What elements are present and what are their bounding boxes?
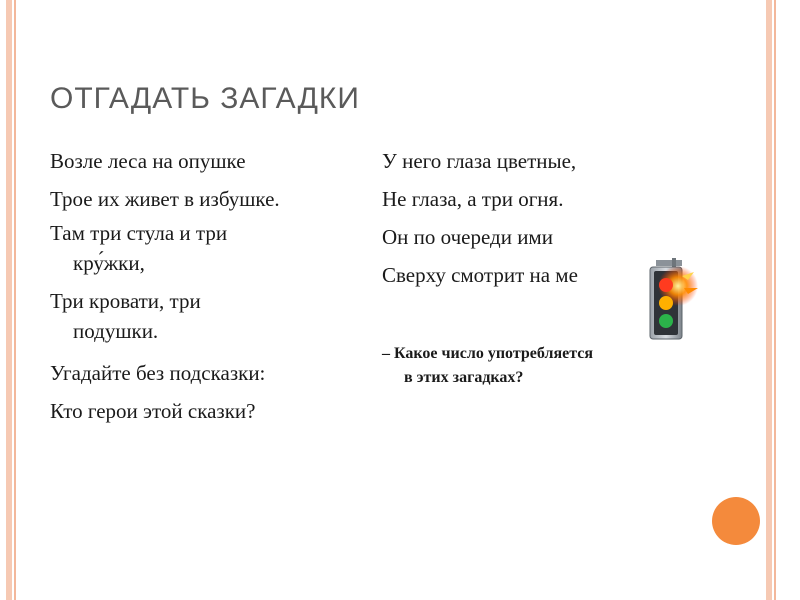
riddle-line-cont: подушки.: [73, 319, 159, 343]
left-border-stripe: [6, 0, 12, 600]
left-border-line: [14, 0, 16, 600]
riddle-line-part: Три кровати, три: [50, 289, 201, 313]
question-line: – Какое число употребляется: [382, 345, 594, 362]
slide-title: ОТГАДАТЬ ЗАГАДКИ: [50, 82, 360, 115]
riddle-left: [50, 142, 370, 430]
riddle-line-part: Там три стула и три: [50, 221, 228, 245]
riddle-line: Трое их живет в избушке.: [50, 187, 280, 211]
traffic-light-icon: [636, 258, 700, 342]
right-border-stripe: [766, 0, 772, 600]
riddle-line: [50, 218, 370, 286]
riddle-line-cont: кру́жки,: [73, 251, 145, 275]
question-text: [382, 342, 593, 390]
right-border-line: [774, 0, 776, 600]
riddle-line: Кто герои этой сказки?: [50, 399, 256, 423]
riddle-line: Не глаза, а три огня.: [382, 187, 564, 211]
question-line-cont: в этих загадках?: [404, 369, 524, 386]
riddle-line: Сверху смотрит на ме: [382, 263, 578, 287]
riddle-line: Возле леса на опушке: [50, 149, 246, 173]
riddle-line: Он по очереди ими: [382, 225, 553, 249]
riddle-line: У него глаза цветные,: [382, 149, 577, 173]
riddle-line: [50, 286, 370, 354]
riddle-line: Угадайте без подсказки:: [50, 361, 266, 385]
decorative-circle: [712, 497, 760, 545]
